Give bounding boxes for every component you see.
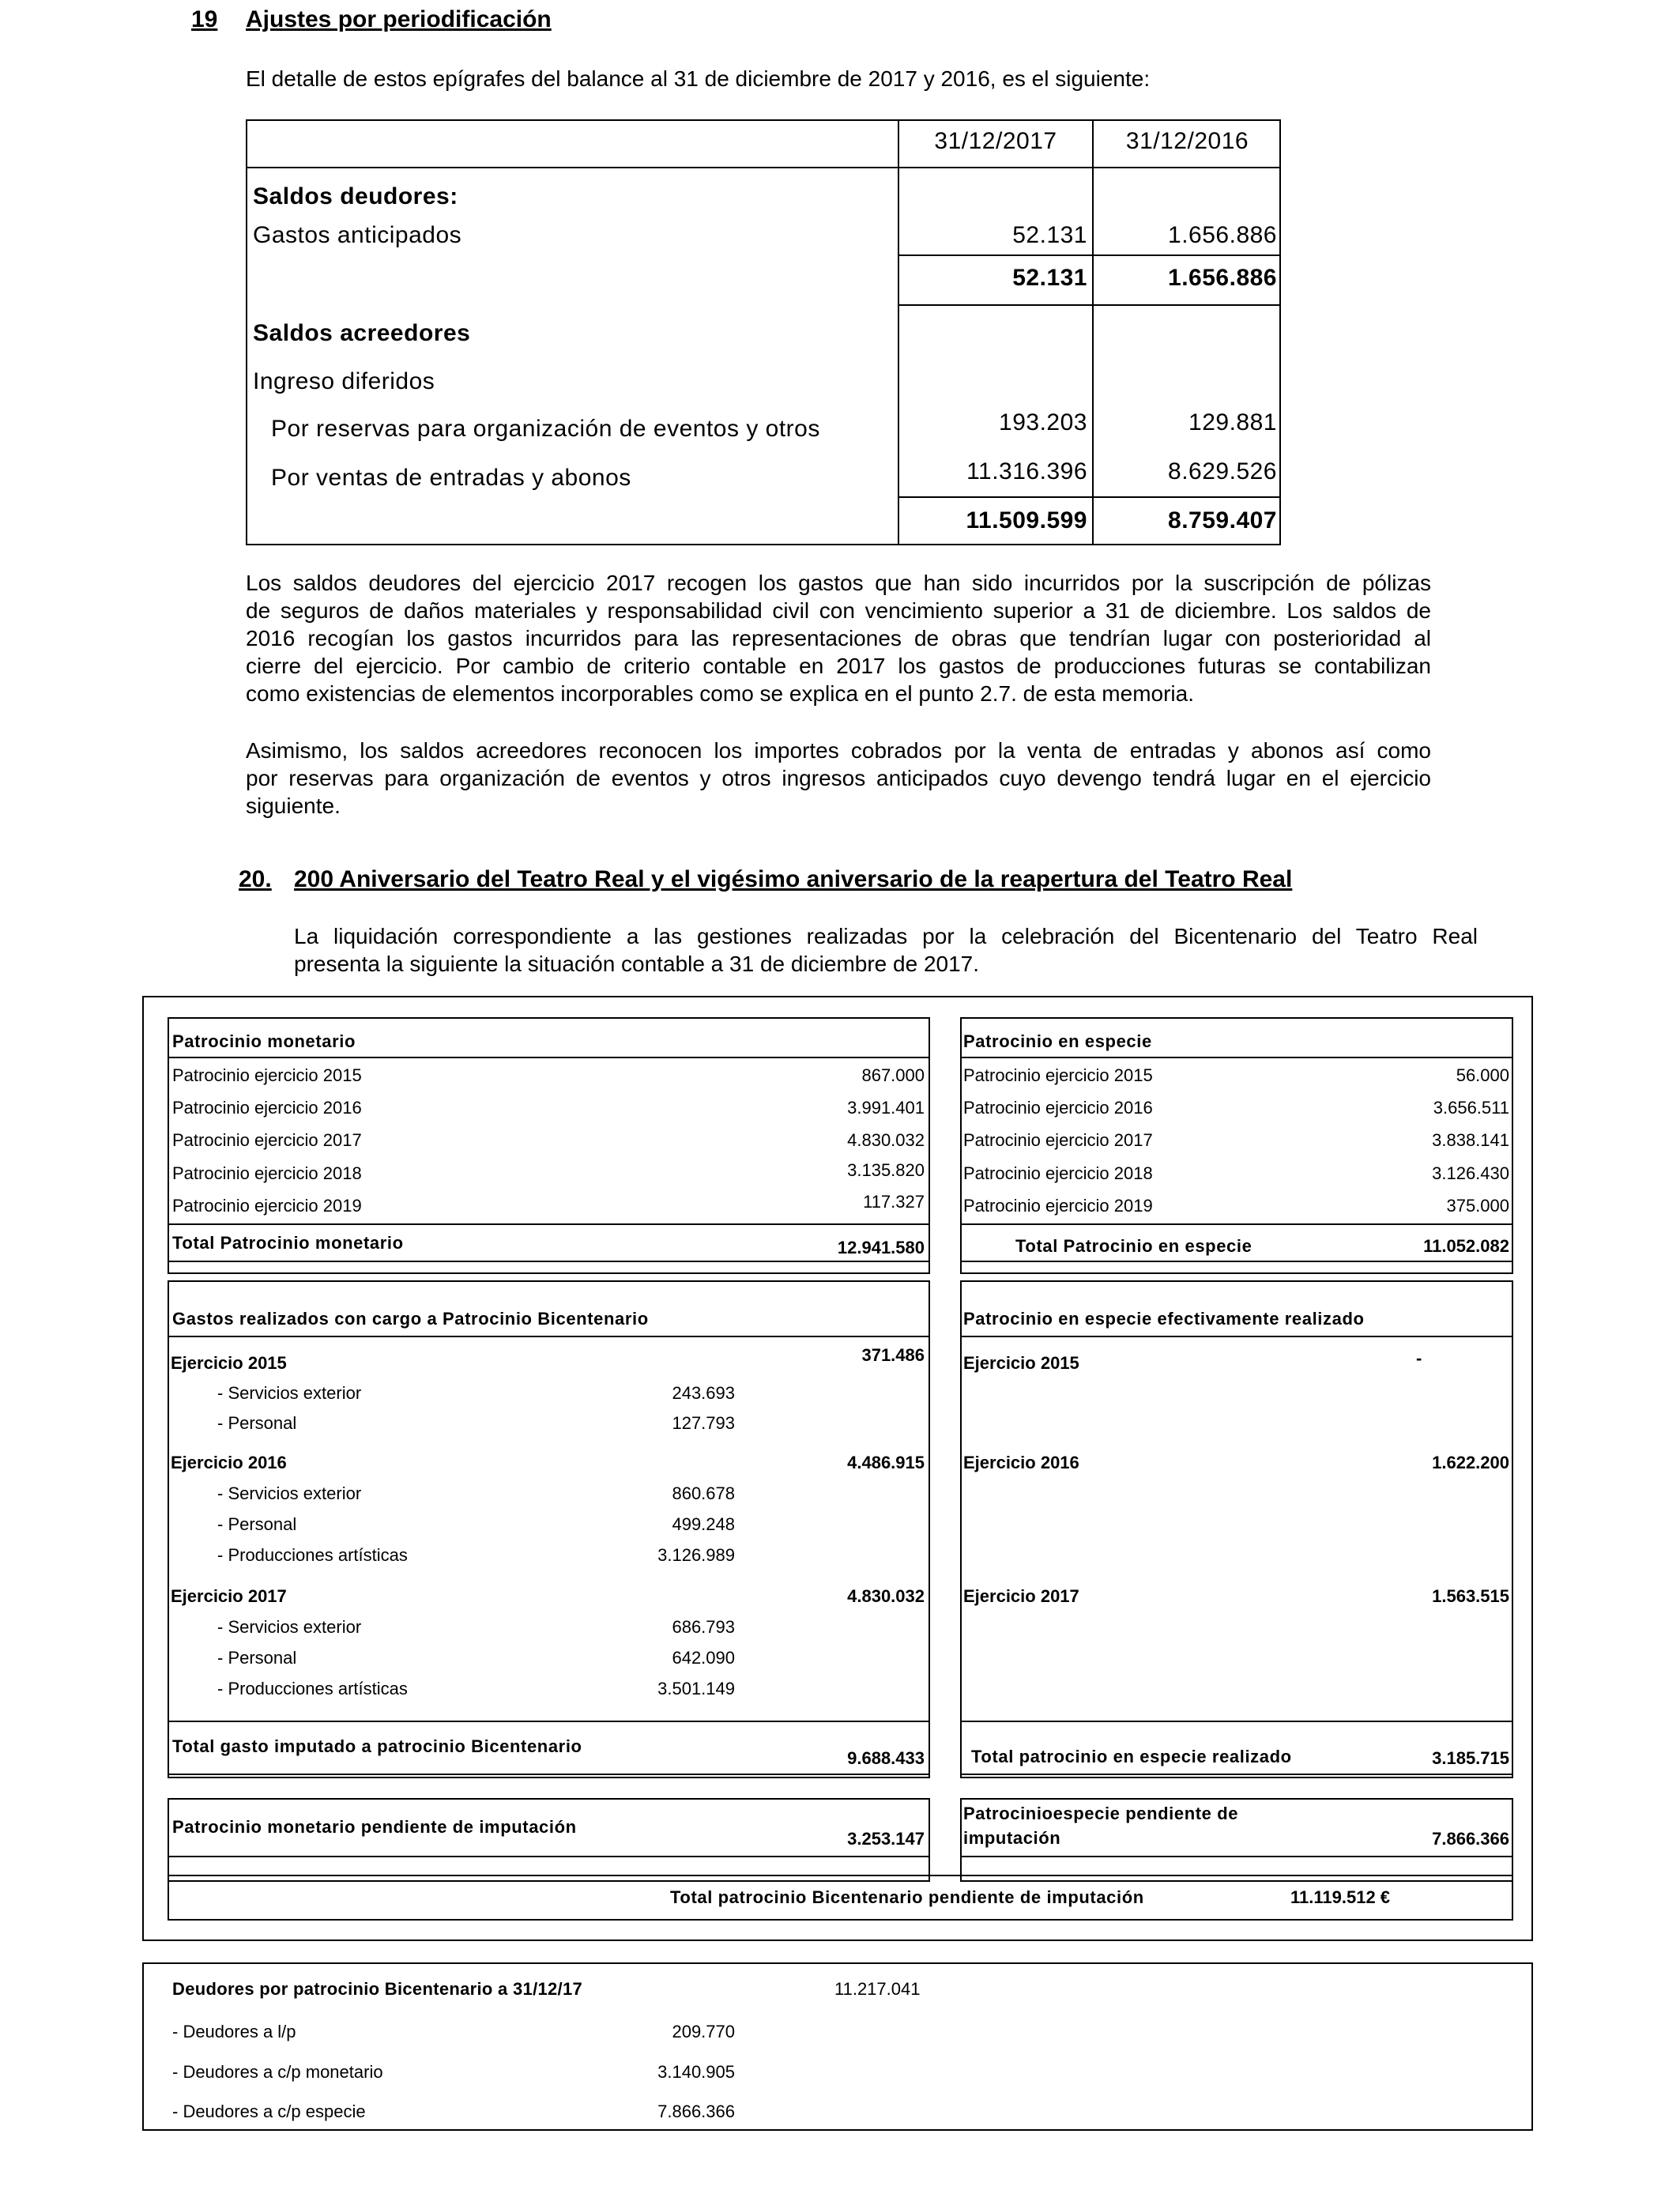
ingreso-diferidos-label: Ingreso diferidos [253, 368, 435, 394]
gastos-anticipados-2017: 52.131 [1012, 222, 1087, 248]
monetario-row-label: Patrocinio ejercicio 2018 [172, 1163, 362, 1183]
deudores-row-value: 7.866.366 [657, 2102, 735, 2121]
especie-row-value: 56.000 [1456, 1065, 1509, 1085]
especie-row-label: Patrocinio ejercicio 2019 [963, 1196, 1153, 1216]
gastos-item-value: 3.126.989 [657, 1545, 735, 1565]
monetario-row-value: 3.991.401 [847, 1098, 925, 1118]
reservas-label: Por reservas para organización de eventos y otros [271, 416, 820, 442]
gastos-2017-total: 4.830.032 [847, 1586, 925, 1606]
column-header-2017: 31/12/2017 [934, 128, 1057, 154]
gastos-item-value: 499.248 [672, 1514, 735, 1534]
realizado-ejercicio-2016: Ejercicio 2016 [963, 1453, 1079, 1472]
especie-row-label: Patrocinio ejercicio 2018 [963, 1163, 1153, 1183]
column-header-2016: 31/12/2016 [1125, 128, 1249, 154]
saldos-acreedores-heading: Saldos acreedores [253, 320, 471, 346]
especie-total-label: Total Patrocinio en especie [1015, 1236, 1252, 1256]
especie-row-label: Patrocinio ejercicio 2015 [963, 1065, 1153, 1085]
especie-row-label: Patrocinio ejercicio 2017 [963, 1130, 1153, 1150]
realizado-2015-value: - [1416, 1348, 1422, 1368]
paragraph-line: Los saldos deudores del ejercicio 2017 recogen los gastos que han sido incurridos por la suscripción de pólizas [246, 571, 1431, 595]
paragraph-line: La liquidación correspondiente a las gestiones realizadas por la celebración del Bicentenario del Teatro Real [294, 924, 1478, 948]
deudores-total: 11.217.041 [834, 1979, 921, 1999]
patrocinio-especie-header: Patrocinio en especie [963, 1031, 1152, 1051]
pendiente-especie-label: Patrocinioespecie pendiente de [963, 1804, 1239, 1823]
realizado-total-value: 3.185.715 [1432, 1748, 1509, 1768]
gastos-item-label: - Producciones artísticas [217, 1679, 408, 1698]
especie-row-value: 3.838.141 [1432, 1130, 1509, 1150]
paragraph-line: cierre del ejercicio. Por cambio de criterio contable en 2017 los gastos de producciones futuras se contabilizan [246, 654, 1431, 678]
deudores-row-value: 209.770 [672, 2022, 735, 2041]
section-20-intro [294, 922, 1478, 978]
gastos-anticipados-2016: 1.656.886 [1168, 222, 1277, 248]
gastos-item-label: - Servicios exterior [217, 1383, 362, 1403]
gastos-item-value: 860.678 [672, 1483, 735, 1503]
deudores-row-label: - Deudores a c/p monetario [172, 2062, 383, 2082]
section-20-number: 20. [239, 866, 272, 892]
monetario-total-label: Total Patrocinio monetario [172, 1233, 404, 1253]
gastos-item-value: 127.793 [672, 1413, 735, 1433]
paragraph-line: 2016 recogían los gastos incurridos para las representaciones de obras que tendrían lugar con posterioridad al [246, 626, 1431, 650]
gastos-item-value: 243.693 [672, 1383, 735, 1403]
total-acreedores-2017: 11.509.599 [966, 507, 1087, 533]
monetario-row-label: Patrocinio ejercicio 2015 [172, 1065, 362, 1085]
pendiente-especie-value: 7.866.366 [1432, 1829, 1509, 1849]
gastos-total-value: 9.688.433 [847, 1748, 925, 1768]
ventas-2017: 11.316.396 [966, 458, 1087, 484]
pendiente-monetario-value: 3.253.147 [847, 1829, 925, 1849]
gastos-total-label: Total gasto imputado a patrocinio Bicentenario [172, 1736, 582, 1756]
paragraph-line: como existencias de elementos incorporables como se explica en el punto 2.7. de esta memoria. [246, 681, 1194, 706]
gastos-2015-total: 371.486 [861, 1345, 925, 1365]
realizado-ejercicio-2017: Ejercicio 2017 [963, 1586, 1079, 1606]
especie-row-value: 375.000 [1446, 1196, 1509, 1216]
pendiente-especie-label: imputación [963, 1828, 1061, 1848]
section-19-intro: El detalle de estos epígrafes del balance al 31 de diciembre de 2017 y 2016, es el siguiente: [246, 66, 1151, 91]
realizado-2017-value: 1.563.515 [1432, 1586, 1509, 1606]
especie-row-value: 3.126.430 [1432, 1163, 1509, 1183]
patrocinio-monetario-header: Patrocinio monetario [172, 1031, 356, 1051]
paragraph-line: de seguros de daños materiales y responsabilidad civil con vencimiento superior a 31 de diciembre. Los saldos de [246, 598, 1431, 623]
gastos-item-label: - Personal [217, 1514, 297, 1534]
paragraph-line: Asimismo, los saldos acreedores reconocen los importes cobrados por la venta de entradas y abonos así como [246, 738, 1431, 763]
realizado-2016-value: 1.622.200 [1432, 1453, 1509, 1472]
deudores-header: Deudores por patrocinio Bicentenario a 31/12/17 [172, 1979, 583, 1999]
section-20-title: 200 Aniversario del Teatro Real y el vigésimo aniversario de la reapertura del Teatro Real [294, 866, 1293, 892]
gastos-item-value: 642.090 [672, 1648, 735, 1668]
gastos-item-label: - Personal [217, 1648, 297, 1668]
total-acreedores-2016: 8.759.407 [1168, 507, 1277, 533]
monetario-row-label: Patrocinio ejercicio 2017 [172, 1130, 362, 1150]
monetario-row-label: Patrocinio ejercicio 2019 [172, 1196, 362, 1216]
especie-realizado-header: Patrocinio en especie efectivamente realizado [963, 1309, 1365, 1329]
realizado-ejercicio-2015: Ejercicio 2015 [963, 1353, 1079, 1373]
reservas-2017: 193.203 [999, 409, 1087, 435]
gastos-ejercicio-2017: Ejercicio 2017 [171, 1586, 287, 1606]
gastos-header: Gastos realizados con cargo a Patrocinio Bicentenario [172, 1309, 649, 1329]
gastos-anticipados-label: Gastos anticipados [253, 222, 462, 248]
gastos-2016-total: 4.486.915 [847, 1453, 925, 1472]
especie-total-value: 11.052.082 [1423, 1236, 1509, 1256]
gastos-ejercicio-2016: Ejercicio 2016 [171, 1453, 287, 1472]
monetario-row-value: 3.135.820 [847, 1160, 925, 1180]
ventas-2016: 8.629.526 [1168, 458, 1277, 484]
gastos-item-label: - Personal [217, 1413, 297, 1433]
section-19-number: 19 [191, 6, 218, 32]
paragraph-line: presenta la siguiente la situación contable a 31 de diciembre de 2017. [294, 952, 980, 976]
total-pendiente-value: 11.119.512 € [1290, 1887, 1391, 1907]
deudores-row-label: - Deudores a l/p [172, 2022, 296, 2041]
total-deudores-2016: 1.656.886 [1168, 265, 1277, 291]
paragraph-line: por reservas para organización de eventos y otros ingresos anticipados cuyo devengo tendrá lugar en el ejercicio [246, 766, 1431, 790]
gastos-item-label: - Producciones artísticas [217, 1545, 408, 1565]
paragraph-saldos-acreedores [246, 737, 1431, 820]
monetario-total-value: 12.941.580 [837, 1238, 925, 1257]
gastos-item-label: - Servicios exterior [217, 1617, 362, 1637]
ventas-label: Por ventas de entradas y abonos [271, 465, 631, 491]
monetario-row-value: 4.830.032 [847, 1130, 925, 1150]
gastos-item-label: - Servicios exterior [217, 1483, 362, 1503]
pendiente-monetario-label: Patrocinio monetario pendiente de imputación [172, 1817, 577, 1837]
gastos-ejercicio-2015: Ejercicio 2015 [171, 1353, 287, 1373]
deudores-row-value: 3.140.905 [657, 2062, 735, 2082]
monetario-row-label: Patrocinio ejercicio 2016 [172, 1098, 362, 1118]
especie-row-label: Patrocinio ejercicio 2016 [963, 1098, 1153, 1118]
paragraph-saldos-deudores [246, 569, 1431, 707]
reservas-2016: 129.881 [1188, 409, 1277, 435]
section-19-title: Ajustes por periodificación [246, 6, 552, 32]
total-pendiente-label: Total patrocinio Bicentenario pendiente de imputación [670, 1887, 1144, 1907]
deudores-row-label: - Deudores a c/p especie [172, 2102, 366, 2121]
saldos-deudores-heading: Saldos deudores: [253, 183, 458, 209]
gastos-item-value: 3.501.149 [657, 1679, 735, 1698]
realizado-total-label: Total patrocinio en especie realizado [971, 1747, 1292, 1766]
monetario-row-value: 867.000 [861, 1065, 925, 1085]
gastos-item-value: 686.793 [672, 1617, 735, 1637]
paragraph-line: siguiente. [246, 794, 341, 818]
monetario-row-value: 117.327 [863, 1192, 925, 1212]
total-deudores-2017: 52.131 [1012, 265, 1087, 291]
especie-row-value: 3.656.511 [1433, 1098, 1509, 1118]
